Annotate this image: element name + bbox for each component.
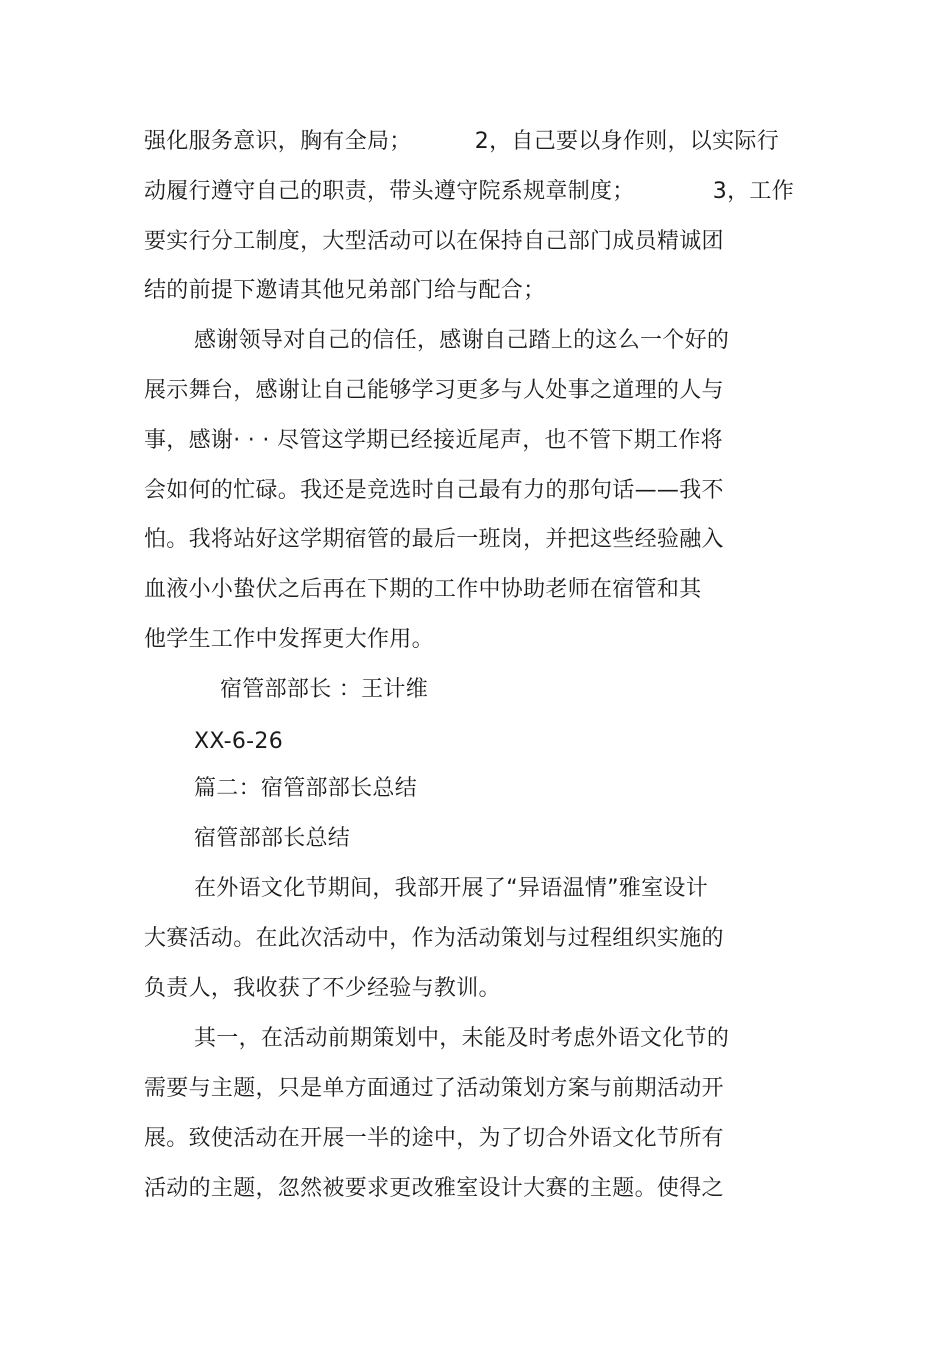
date-line: XX-6-26 bbox=[194, 729, 284, 754]
text-line: 需要与主题，只是单方面通过了活动策划方案与前期活动开 bbox=[144, 1076, 724, 1101]
section-title: 宿管部部长总结 bbox=[194, 826, 351, 851]
text-line: 怕。我将站好这学期宿管的最后一班岗，并把这些经验融入 bbox=[144, 527, 724, 552]
text-line: 事，感谢· · · 尽管这学期已经接近尾声，也不管下期工作将 bbox=[144, 428, 723, 453]
text-line: 要实行分工制度，大型活动可以在保持自己部门成员精诚团 bbox=[144, 229, 724, 254]
signature-line: 宿管部部长 ：王计维 bbox=[220, 677, 428, 702]
text-line: 其一，在活动前期策划中，未能及时考虑外语文化节的 bbox=[194, 1026, 730, 1051]
section-heading: 篇二：宿管部部长总结 bbox=[194, 776, 418, 801]
text-line: 感谢领导对自己的信任，感谢自己踏上的这么一个好的 bbox=[194, 328, 730, 353]
text-line: 血液小小蛰伏之后再在下期的工作中协助老师在宿管和其 bbox=[144, 577, 702, 602]
text-line: 会如何的忙碌。我还是竞选时自己最有力的那句话——我不 bbox=[144, 478, 724, 503]
text-line: 活动的主题，忽然被要求更改雅室设计大赛的主题。使得之 bbox=[144, 1176, 724, 1201]
text-line: 大赛活动。在此次活动中，作为活动策划与过程组织实施的 bbox=[144, 926, 724, 951]
text-line: 展。致使活动在开展一半的途中，为了切合外语文化节所有 bbox=[144, 1126, 724, 1151]
text-line: 结的前提下邀请其他兄弟部门给与配合； bbox=[144, 278, 546, 303]
text-line: 强化服务意识，胸有全局； 2，自己要以身作则，以实际行 bbox=[144, 129, 779, 154]
text-line: 在外语文化节期间，我部开展了“异语温情”雅室设计 bbox=[194, 876, 708, 901]
text-line: 展示舞台，感谢让自己能够学习更多与人处事之道理的人与 bbox=[144, 378, 724, 403]
text-line: 动履行遵守自己的职责，带头遵守院系规章制度； 3，工作 bbox=[144, 179, 794, 204]
text-line: 负责人，我收获了不少经验与教训。 bbox=[144, 976, 501, 1001]
text-line: 他学生工作中发挥更大作用。 bbox=[144, 627, 434, 652]
